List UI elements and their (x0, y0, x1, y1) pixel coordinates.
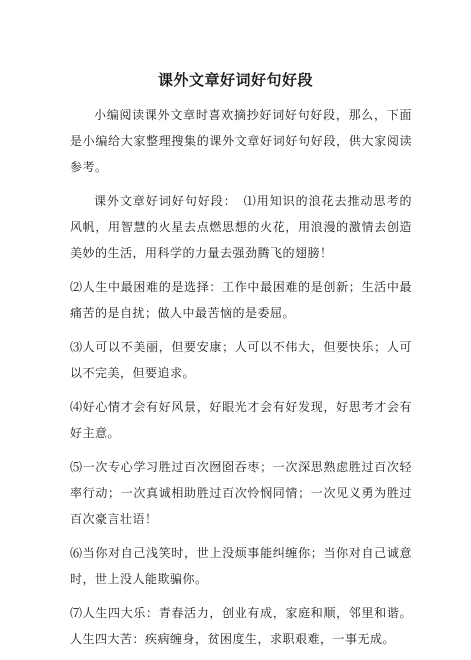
document-title: 课外文章好词好句好段 (157, 71, 313, 89)
paragraph-2: ⑵人生中最困难的是选择：工作中最困难的是创新；生活中最痛苦的是自扰；做人中最苦恼的是委屈。 (70, 280, 412, 320)
paragraph-6: ⑹当你对自己浅笑时，世上没烦事能纠缠你；当你对自己诚意时，世上没人能欺骗你。 (70, 546, 412, 586)
paragraph-1: 课外文章好词好句好段： ⑴用知识的浪花去推动思考的风帆，用智慧的火星去点燃思想的火花，用浪漫的激情去创造美妙的生活，用科学的力量去强劲腾飞的翅膀！ (70, 194, 412, 260)
paragraph-7: ⑺人生四大乐：青春活力，创业有成，家庭和顺，邻里和谐。人生四大苦：疾病缠身，贫困度生，求职艰难，一事无成。 (70, 606, 412, 646)
paragraph-5: ⑸一次专心学习胜过百次囫囵吞枣；一次深思熟虑胜过百次轻率行动；一次真诚相助胜过百次怜悯同情；一次见义勇为胜过百次豪言壮语！ (70, 460, 412, 526)
document-body (70, 102, 412, 660)
paragraph-intro: 小编阅读课外文章时喜欢摘抄好词好句好段，那么，下面是小编给大家整理搜集的课外文章好词好句好段，供大家阅读参考。 (70, 108, 412, 174)
paragraph-3: ⑶人可以不美丽，但要安康；人可以不伟大，但要快乐；人可以不完美，但要追求。 (70, 340, 412, 380)
paragraph-4: ⑷好心情才会有好风景，好眼光才会有好发现，好思考才会有好主意。 (70, 400, 412, 440)
